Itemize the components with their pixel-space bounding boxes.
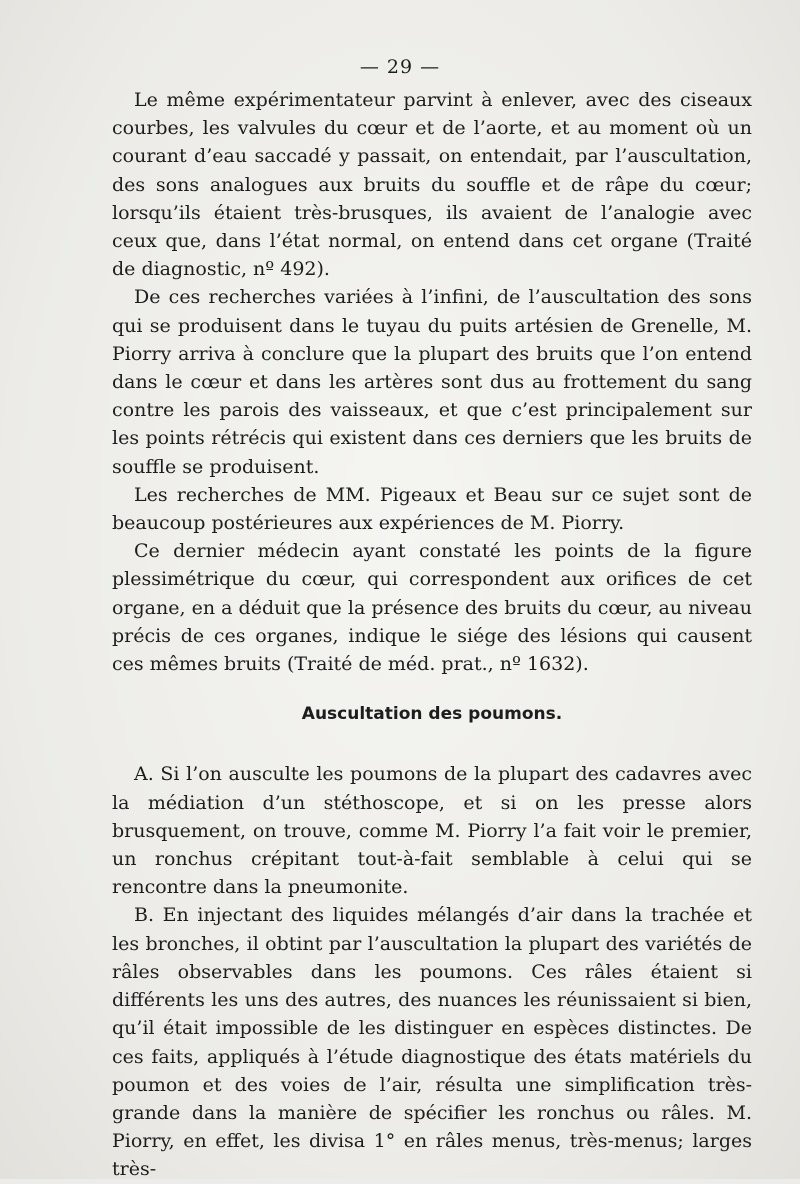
paragraph-3: Les recherches de MM. Pigeaux et Beau sur ce sujet sont de beaucoup postérieures aux expériences de M. Piorry. [112, 483, 752, 535]
paragraph-b: B. En injectant des liquides mélangés d’air dans la trachée et les bronches, il obtint par l’auscultation la plupart des variétés de râles observables dans les poumons. Ces râles étaient si différents les uns des autres, des nuances les réunissaient si bien, qu’il était impossible de les distinguer en espèces distinctes. De ces faits, appliqués à l’étude diagnostique des états matériels du poumon et des voies de l’air, résulta une simplification très-grande dans la manière de spécifier les ronchus ou râles. M. Piorry, en effet, les divisa 1° en râles menus, très-menus; larges très- [112, 904, 752, 1181]
paragraph-a: A. Si l’on ausculte les poumons de la plupart des cadavres avec la médiation d’un stéthoscope, et si on les presse alors brusquement, on trouve, comme M. Piorry l’a fait voir le premier, un ronchus crépitant tout-à-fait semblable à celui qui se rencontre dans la pneumonite. [112, 763, 752, 899]
paragraph-1: Le même expérimentateur parvint à enlever, avec des ciseaux courbes, les valvules du cœur et de l’aorte, et au moment où un courant d’eau saccadé y passait, on entendait, par l’auscultation, des sons analogues aux bruits du souffle et de râpe du cœur; lorsqu’ils étaient très-brusques, ils avaient de l’analogie avec ceux que, dans l’état normal, on entend dans cet organe (Traité de diagnostic, nº 492). [112, 89, 752, 281]
paragraph-2: De ces recherches variées à l’infini, de l’auscultation des sons qui se produisent dans le tuyau du puits artésien de Grenelle, M. Piorry arriva à conclure que la plupart des bruits que l’on entend dans le cœur et dans les artères sont dus au frottement du sang contre les parois des vaisseaux, et que c’est principalement sur les points rétrécis qui existent dans ces derniers que les bruits de souffle se produisent. [112, 286, 752, 478]
paragraph-4: Ce dernier médecin ayant constaté les points de la figure plessimétrique du cœur, qui correspondent aux orifices de cet organe, en a déduit que la présence des bruits du cœur, au niveau précis de ces organes, indique le siége des lésions qui causent ces mêmes bruits (Traité de méd. prat., nº 1632). [112, 540, 752, 676]
section-heading: Auscultation des poumons. [301, 704, 563, 725]
page-body [112, 86, 752, 1184]
page-number: — 29 — [359, 56, 441, 78]
